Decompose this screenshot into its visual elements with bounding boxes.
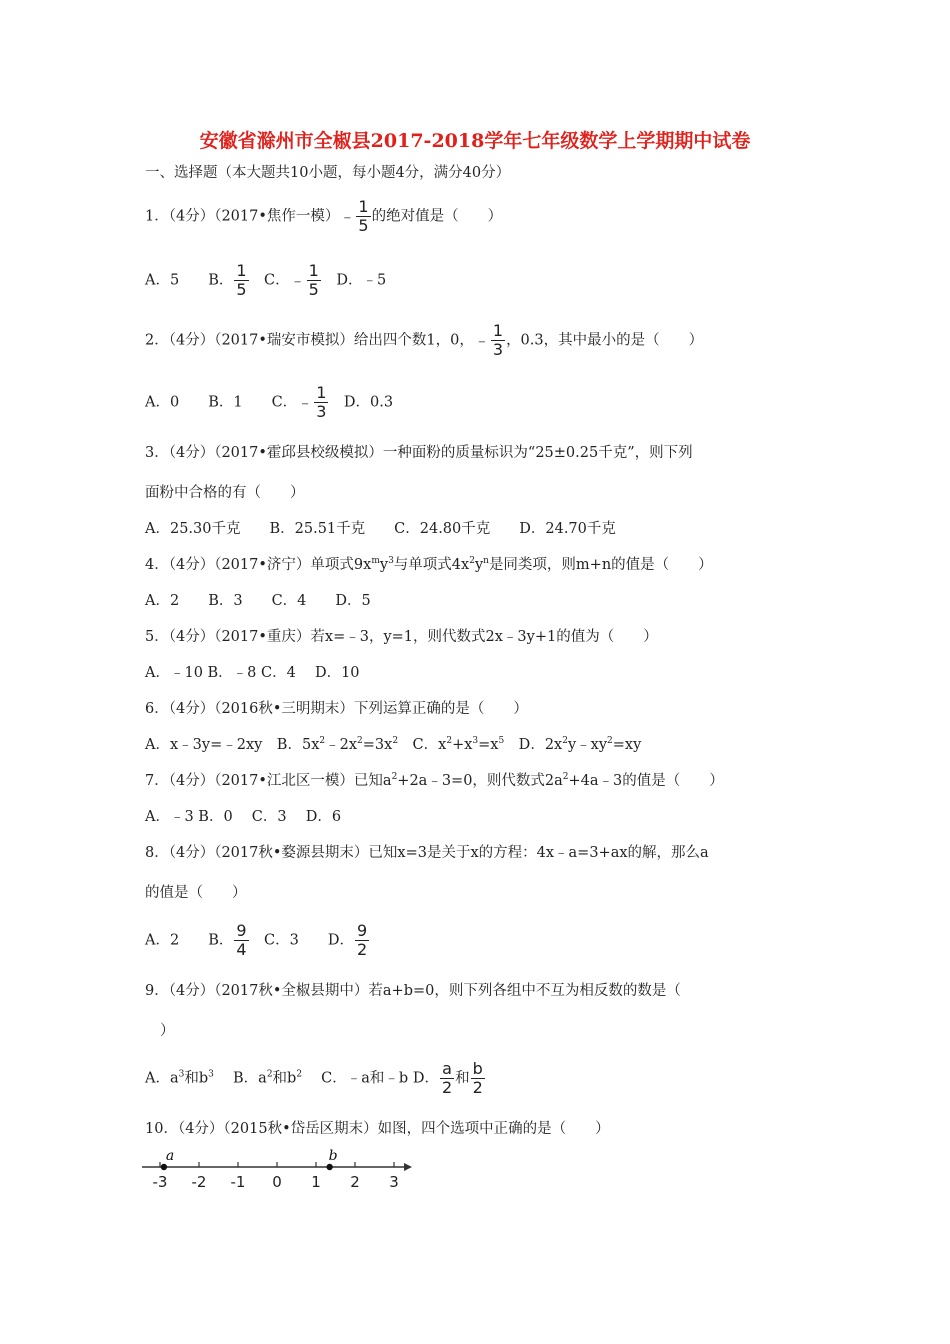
question-3-options: A．25.30千克 B．25.51千克 C．24.80千克 D．24.70千克 [145,521,616,537]
question-8-line-2: 的值是（ ） [145,885,247,901]
question-2: 2．（4分）（2017•瑞安市模拟）给出四个数1，0，﹣ $\frac{1}{3}$ ，0.3，其中最小的是（ ） [145,321,704,359]
point-b-label: b [328,1148,338,1164]
number-line-tick-label: -3 [152,1173,168,1191]
number-line-tick-label: -1 [230,1173,246,1191]
number-line-tick-label: -2 [191,1173,207,1191]
question-9-line-1: 9．（4分）（2017秋•全椒县期中）若a+b=0，则下列各组中不互为相反数的数是（ [145,983,681,999]
question-7-options: A．﹣3 B．0 C．3 D．6 [145,809,342,825]
question-4: 4．（4分）（2017•济宁）单项式$9x^my^3$与单项式$4x^2y^n$是同类项，则m+n的值是（ ） [145,556,713,573]
question-6-options: A．x﹣3y=﹣2xy B．$5x^2﹣2x^2=3x^2$ C．$x^2+x^3=x^5$ D．$2x^2y﹣xy^2=xy$ [145,736,642,753]
point-a [161,1164,167,1170]
number-line-tick-label: 0 [272,1173,282,1191]
question-4-options: A．2 B．3 C．4 D．5 [145,593,371,609]
question-5: 5．（4分）（2017•重庆）若x=﹣3，y=1，则代数式2x﹣3y+1的值为（ ） [145,629,658,645]
section-heading: 一、选择题（本大题共10小题，每小题4分，满分40分） [145,165,511,181]
question-3-line-2: 面粉中合格的有（ ） [145,485,305,501]
question-7: 7．（4分）（2017•江北区一模）已知$a^2+2a﹣3=0$，则代数式$2a^2+4a﹣3$的值是（ ） [145,772,724,789]
number-line-tick-label: 1 [311,1173,321,1191]
question-5-options: A．﹣10 B．﹣8 C．4 D．10 [145,665,360,681]
question-8-line-1: 8．（4分）（2017秋•婺源县期末）已知x=3是关于x的方程：4x﹣a=3+ax的解，那么a [145,845,709,861]
question-6: 6．（4分）（2016秋•三明期末）下列运算正确的是（ ） [145,701,528,717]
question-1-options: A．5 B． $\frac{1}{5}$ C．﹣ $\frac{1}{5}$ D．﹣5 [145,261,387,299]
question-8-options: A．2 B． $\frac{9}{4}$ C．3 D． $\frac{9}{2}$ [145,921,368,959]
number-line-tick-label: 3 [389,1173,399,1191]
question-3-line-1: 3．（4分）（2017•霍邱县校级模拟）一种面粉的质量标识为“25±0.25千克”，则下列 [145,445,693,461]
question-1: 1．（4分）（2017•焦作一模）﹣ $\frac{1}{5}$ 的绝对值是（ ） [145,197,503,235]
number-line-arrow [404,1163,412,1171]
question-2-options: A．0 B．1 C．﹣ $\frac{1}{3}$ D．0.3 [145,383,394,421]
question-9-options: A．$a^3$和$b^3$ B．$a^2$和$b^2$ C．﹣a和﹣b D． $\frac{a}{2}$ 和 $\frac{b}{2}$ [145,1059,483,1097]
number-line-tick-label: 2 [350,1173,360,1191]
question-9-line-2: ） [160,1023,175,1039]
question-10: 10．（4分）（2015秋•岱岳区期末）如图，四个选项中正确的是（ ） [145,1121,610,1137]
number-line [140,1145,420,1195]
point-a-label: a [165,1148,175,1164]
page-title: 安徽省滁州市全椒县2017-2018学年七年级数学上学期期中试卷 [199,130,751,152]
fraction: $\frac{1}{5}$ [358,197,369,235]
point-b [326,1164,332,1170]
